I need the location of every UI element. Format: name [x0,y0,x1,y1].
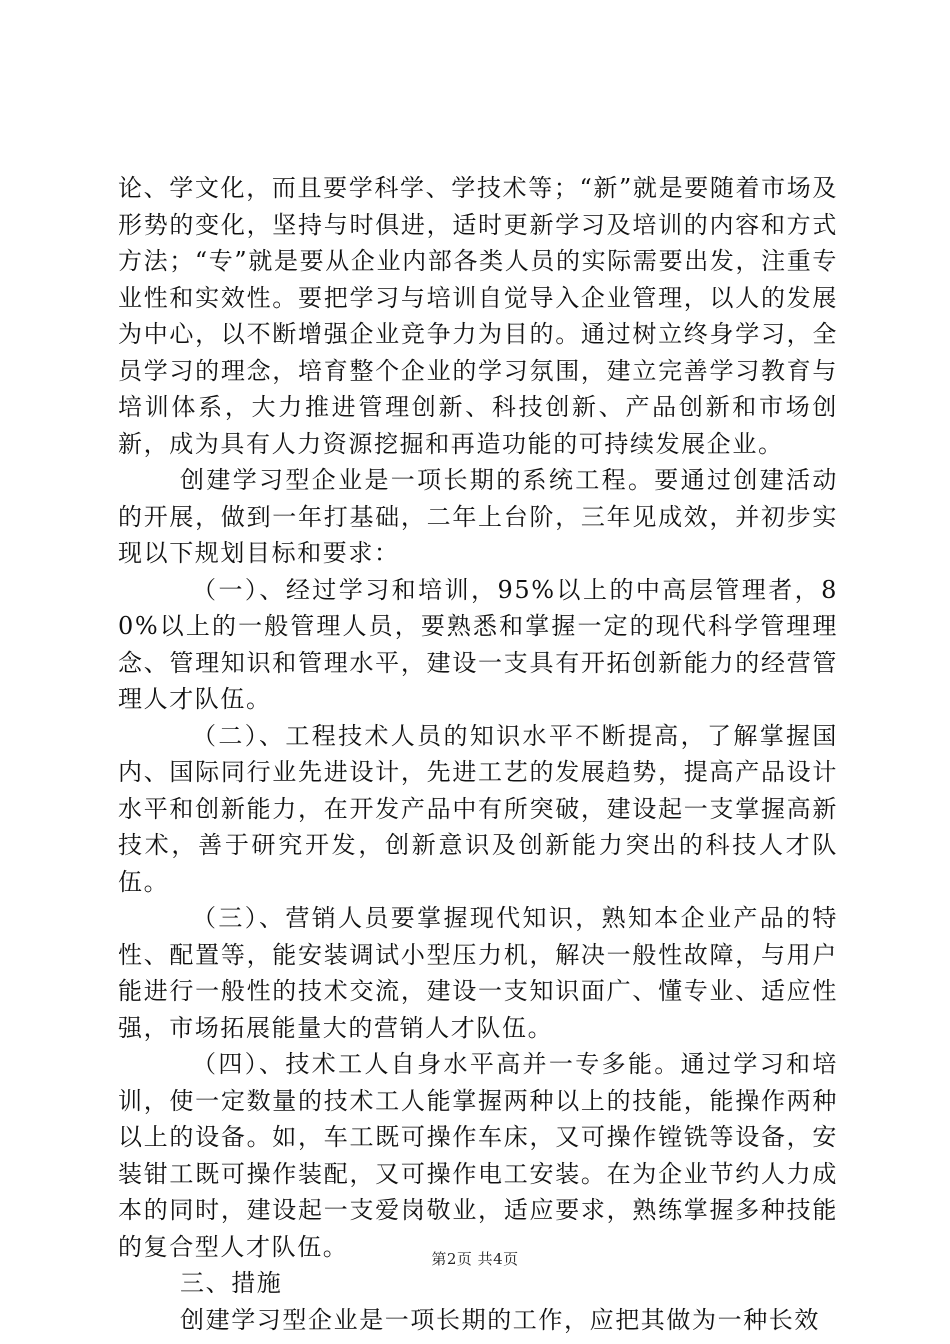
paragraph-continuation: 论、学文化，而且要学科学、学技术等；“新”就是要随着市场及形势的变化，坚持与时俱进，适时更新学习及培训的内容和方式方法；“专”就是要从企业内部各类人员的实际需要出发，注重专业性和实效性。要把学习与培训自觉导入企业管理，以人的发展为中心，以不断增强企业竞争力为目的。通过树立终身学习，全员学习的理念，培育整个企业的学习氛围，建立完善学习教育与培训体系，大力推进管理创新、科技创新、产品创新和市场创新，成为具有人力资源挖掘和再造功能的可持续发展企业。 [118,174,838,458]
paragraph-goal-4: （四）、技术工人自身水平高并一专多能。通过学习和培训，使一定数量的技术工人能掌握两种以上的技能，能操作两种以上的设备。如，车工既可操作车床，又可操作镗铣等设备，安装钳工既可操作装配，又可操作电工安装。在为企业节约人力成本的同时，建设起一支爱岗敬业，适应要求，熟练掌握多种技能的复合型人才队伍。 [118,1050,838,1261]
paragraph-goal-1: （一）、经过学习和培训，95%以上的中高层管理者，80%以上的一般管理人员，要熟悉和掌握一定的现代科学管理理念、管理知识和管理水平，建设一支具有开拓创新能力的经营管理人才队伍。 [118,575,838,713]
page-footer: 第2页 共4页 [431,1250,519,1268]
paragraph-measures-intro: 创建学习型企业是一项长期的工作，应把其做为一种长效 [180,1305,820,1334]
paragraph-goal-2: （二）、工程技术人员的知识水平不断提高，了解掌握国内、国际同行业先进设计，先进工艺的发展趋势，提高产品设计水平和创新能力，在开发产品中有所突破，建设起一支掌握高新技术，善于研究开发，创新意识及创新能力突出的科技人才队伍。 [118,721,838,896]
document-body [118,170,838,1338]
paragraph-goal-3: （三）、营销人员要掌握现代知识，熟知本企业产品的特性、配置等，能安装调试小型压力机，解决一般性故障，与用户能进行一般性的技术交流，建设一支知识面广、懂专业、适应性强，市场拓展能量大的营销人才队伍。 [118,904,838,1042]
paragraph-goals-intro: 创建学习型企业是一项长期的系统工程。要通过创建活动的开展，做到一年打基础，二年上台阶，三年见成效，并初步实现以下规划目标和要求： [118,466,838,567]
section-heading-measures: 三、措施 [180,1269,283,1297]
